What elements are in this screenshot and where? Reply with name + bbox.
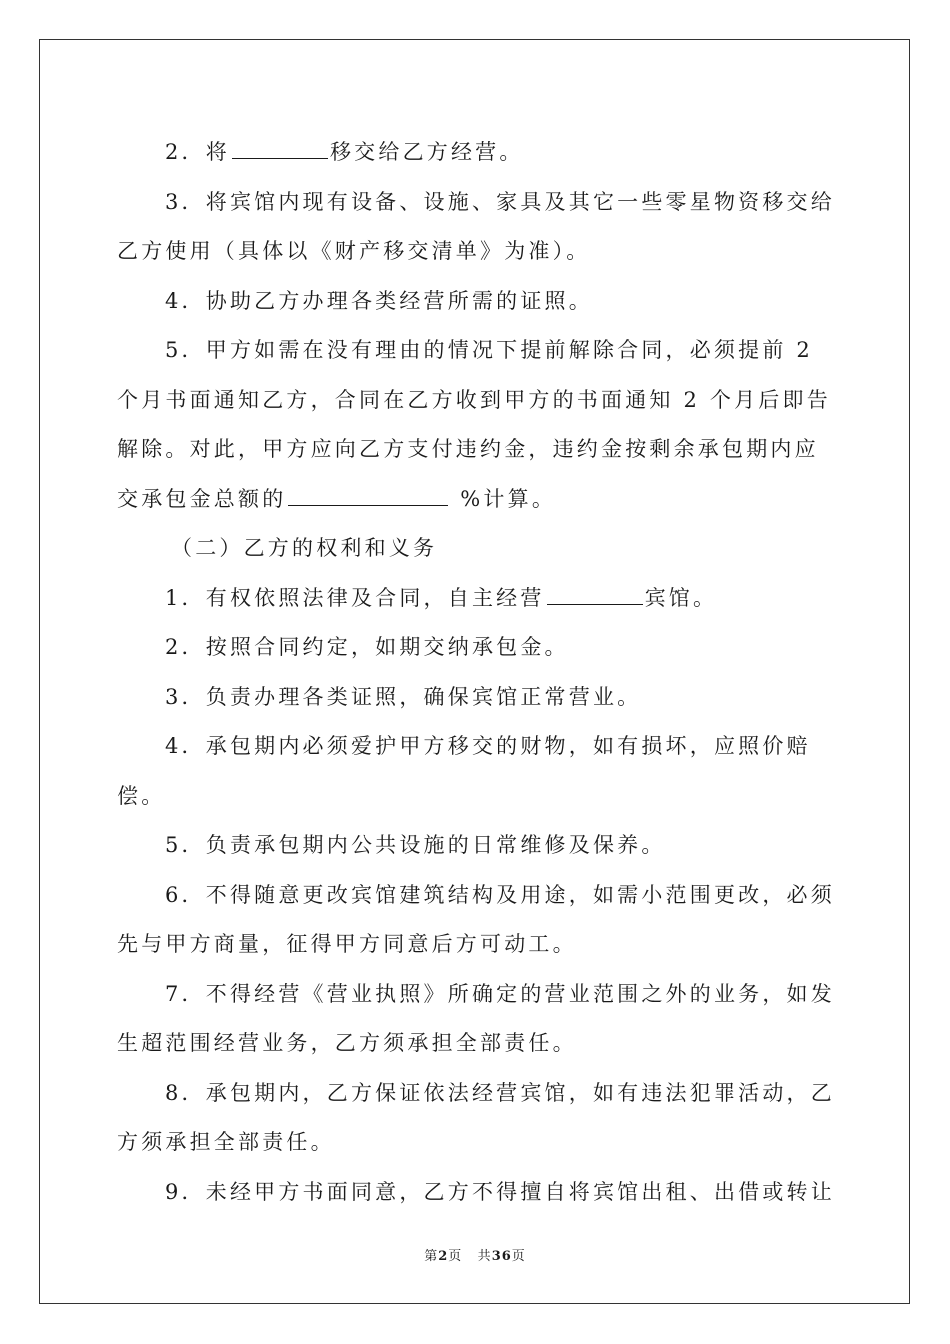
current-page-number: 2 (438, 1249, 449, 1264)
footer-text: 共 (477, 1249, 492, 1264)
document-body (117, 128, 837, 1217)
paragraph-b1-operate (117, 574, 837, 624)
section-heading-party-b: （二）乙方的权利和义务 (171, 536, 438, 560)
paragraph-b4-property: 4．承包期内必须爱护甲方移交的财物，如有损坏，应照价赔偿。 (117, 734, 811, 808)
paragraph-b7-scope: 7．不得经营《营业执照》所确定的营业范围之外的业务，如发生超范围经营业务，乙方须承担全部责任。 (117, 981, 835, 1055)
paragraph-text: 2．将 (165, 140, 230, 164)
paragraph-text: 1．有权依照法律及合同，自主经营 (165, 585, 545, 610)
paragraph-b2-payment: 2．按照合同约定，如期交纳承包金。 (165, 635, 569, 659)
page-footer (0, 1245, 950, 1264)
paragraph-text: %计算。 (450, 486, 557, 511)
paragraph-5-termination (117, 326, 837, 524)
footer-text: 页 (448, 1249, 463, 1264)
fill-in-blank (547, 577, 643, 605)
paragraph-2-handover (117, 128, 837, 178)
paragraph-3-equipment: 3．将宾馆内现有设备、设施、家具及其它一些零星物资移交给乙方使用（具体以《财产移交清单》为准）。 (117, 189, 835, 263)
paragraph-text: 5．甲方如需在没有理由的情况下提前解除合同，必须提前 2 个月书面通知乙方，合同在乙方收到甲方的书面通知 2 个月后即告解除。对此，甲方应向乙方支付违约金，违约金按剩余承包期内应交承包金总额的 (117, 338, 831, 511)
paragraph-4-licenses: 4．协助乙方办理各类经营所需的证照。 (165, 288, 593, 313)
total-pages-number: 36 (491, 1249, 512, 1264)
paragraph-text: 移交给乙方经营。 (329, 140, 524, 164)
paragraph-b9-sublease: 9．未经甲方书面同意，乙方不得擅自将宾馆出租、出借或转让 (165, 1179, 835, 1204)
footer-text: 第 (424, 1249, 439, 1264)
footer-text: 页 (511, 1249, 526, 1264)
paragraph-b3-licenses: 3．负责办理各类证照，确保宾馆正常营业。 (165, 684, 642, 709)
fill-in-blank (288, 478, 448, 506)
paragraph-b5-maintenance: 5．负责承包期内公共设施的日常维修及保养。 (165, 833, 666, 857)
fill-in-blank (232, 131, 328, 159)
paragraph-text: 宾馆。 (644, 585, 718, 610)
paragraph-b8-lawful: 8．承包期内，乙方保证依法经营宾馆，如有违法犯罪活动，乙方须承担全部责任。 (117, 1080, 835, 1154)
paragraph-b6-structure: 6．不得随意更改宾馆建筑结构及用途，如需小范围更改，必须先与甲方商量，征得甲方同意后方可动工。 (117, 882, 835, 956)
